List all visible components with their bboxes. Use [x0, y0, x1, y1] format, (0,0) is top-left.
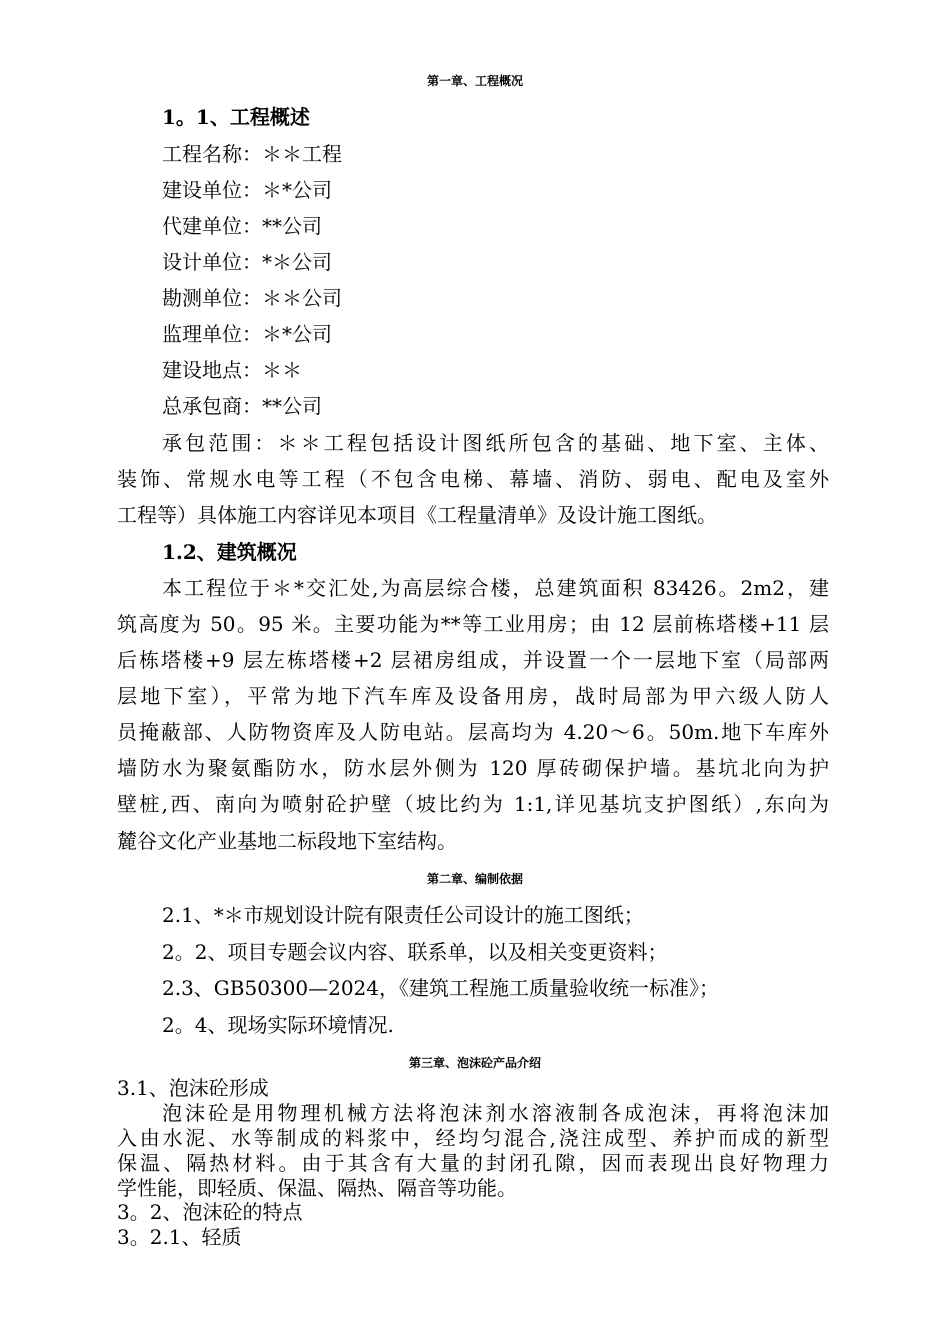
field-contractor: 总承包商：**公司: [162, 394, 322, 418]
overview-line: 筑高度为 50。95 米。主要功能为**等工业用房；由 12 层前栋塔楼+11 层: [117, 612, 829, 636]
overview-line: 壁桩,西、南向为喷射砼护壁（坡比约为 1:1,详见基坑支护图纸）,东向为: [117, 792, 829, 816]
field-project-name: 工程名称：＊＊工程: [162, 142, 342, 166]
scope-line: 承包范围：＊＊工程包括设计图纸所包含的基础、地下室、主体、: [162, 431, 829, 455]
section-3-2-heading: 3。2、泡沫砼的特点: [117, 1200, 303, 1224]
foam-concrete-line: 学性能，即轻质、保温、隔热、隔音等功能。: [117, 1176, 517, 1200]
chapter-1-title: 第一章、工程概况: [426, 74, 523, 88]
overview-line: 墙防水为聚氨酯防水，防水层外侧为 120 厚砖砌保护墙。基坑北向为护: [117, 756, 829, 780]
overview-line: 层地下室），平常为地下汽车库及设备用房，战时局部为甲六级人防人: [117, 684, 829, 708]
foam-concrete-line: 泡沫砼是用物理机械方法将泡沫剂水溶液制各成泡沫，再将泡沫加: [162, 1101, 829, 1125]
chapter-3-title: 第三章、泡沫砼产品介绍: [408, 1056, 541, 1070]
basis-item: 2.3、GB50300—2024，《建筑工程施工质量验收统一标准》；: [162, 976, 720, 1000]
field-location: 建设地点：＊＊: [162, 358, 302, 382]
scope-line: 装饰、常规水电等工程（不包含电梯、幕墙、消防、弱电、配电及室外: [117, 467, 829, 491]
overview-line: 麓谷文化产业基地二标段地下室结构。: [117, 829, 457, 853]
overview-line: 本工程位于＊*交汇处,为高层综合楼，总建筑面积 83426。2m2，建: [162, 576, 829, 600]
foam-concrete-line: 保温、隔热材料。由于其含有大量的封闭孔隙，因而表现出良好物理力: [117, 1151, 829, 1175]
basis-item: 2.1、*＊市规划设计院有限责任公司设计的施工图纸；: [162, 903, 644, 927]
field-agent-builder: 代建单位：**公司: [162, 214, 322, 238]
field-supervisor: 监理单位：＊*公司: [162, 322, 332, 346]
field-developer: 建设单位：＊*公司: [162, 178, 332, 202]
basis-item: 2。4、现场实际环境情况.: [162, 1013, 394, 1037]
field-surveyor: 勘测单位：＊＊公司: [162, 286, 342, 310]
section-3-2-1-heading: 3。2.1、轻质: [117, 1225, 242, 1249]
field-designer: 设计单位：*＊公司: [162, 250, 332, 274]
overview-line: 员掩蔽部、人防物资库及人防电站。层高均为 4.20～6。50m.地下车库外: [117, 720, 829, 744]
basis-item: 2。2、项目专题会议内容、联系单，以及相关变更资料；: [162, 940, 668, 964]
section-3-1-heading: 3.1、泡沫砼形成: [117, 1076, 269, 1100]
chapter-2-title: 第二章、编制依据: [426, 872, 523, 886]
section-1-1-heading: 1。1、工程概述: [162, 105, 310, 129]
scope-line: 工程等）具体施工内容详见本项目《工程量清单》及设计施工图纸。: [117, 503, 717, 527]
foam-concrete-line: 入由水泥、水等制成的料浆中，经均匀混合,浇注成型、养护而成的新型: [117, 1126, 829, 1150]
overview-line: 后栋塔楼+9 层左栋塔楼+2 层裙房组成，并设置一个一层地下室（局部两: [117, 648, 829, 672]
section-1-2-heading: 1.2、建筑概况: [162, 540, 297, 564]
